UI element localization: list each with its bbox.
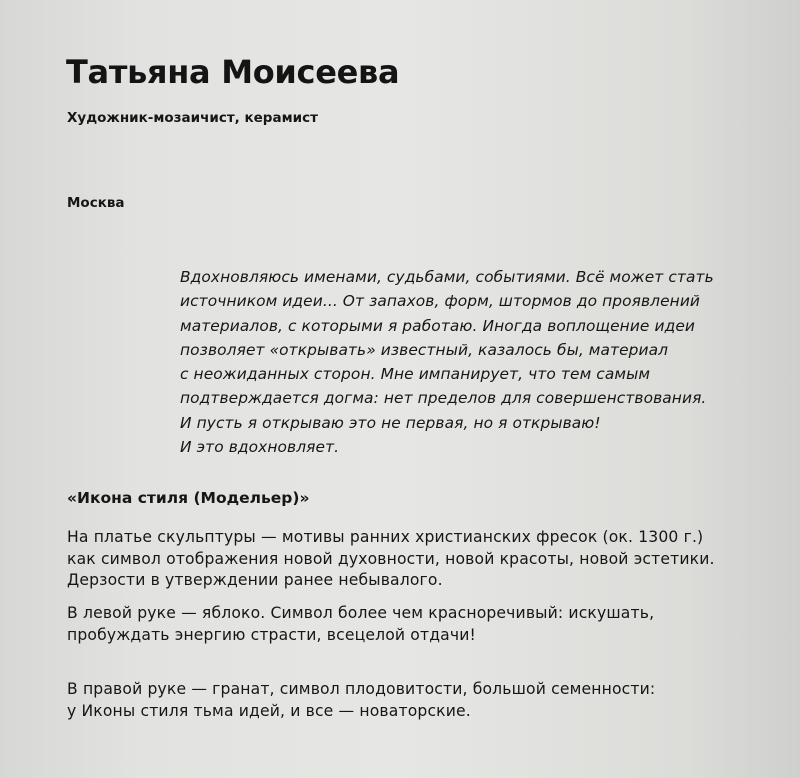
description-line: как символ отображения новой духовности, новой красоты, новой эстетики. — [67, 549, 715, 568]
work-description-paragraph — [67, 527, 787, 592]
statement-line: подтверждается догма: нет пределов для совершенствования. — [180, 389, 707, 408]
description-line: В левой руке — яблоко. Символ более чем красноречивый: искушать, — [67, 604, 655, 622]
description-line: пробуждать энергию страсти, всецелой отдачи! — [67, 625, 476, 644]
statement-line: позволяет «открывать» известный, казалось бы, материал — [180, 340, 669, 359]
statement-line: И это вдохновляет. — [180, 438, 340, 457]
work-description-paragraph — [67, 603, 787, 646]
artist-profession: Художник-мозаичист, керамист — [67, 110, 318, 126]
artist-statement — [180, 265, 780, 459]
description-line: Дерзости в утверждении ранее небывалого. — [67, 571, 443, 589]
work-description-paragraph — [67, 679, 787, 722]
description-line: В правой руке — гранат, символ плодовитости, большой семенности: — [67, 680, 656, 698]
statement-line: Вдохновляюсь именами, судьбами, событиями. Всё может стать — [180, 268, 714, 286]
statement-line: материалов, с которыми я работаю. Иногда воплощение идеи — [180, 316, 696, 335]
statement-line: И пусть я открываю это не первая, но я открываю! — [180, 413, 601, 432]
description-line: На платье скульптуры — мотивы ранних христианских фресок (ок. 1300 г.) — [67, 528, 704, 546]
statement-line: с неожиданных сторон. Мне импанирует, что тем самым — [180, 365, 651, 384]
description-line: у Иконы стиля тьма идей, и все — новаторские. — [67, 701, 471, 720]
statement-line: источником идеи... От запахов, форм, штормов до проявлений — [180, 292, 701, 311]
artist-city: Москва — [67, 195, 125, 211]
work-title: «Икона стиля (Модельер)» — [67, 489, 310, 507]
artist-name: Татьяна Моисеева — [66, 53, 400, 91]
